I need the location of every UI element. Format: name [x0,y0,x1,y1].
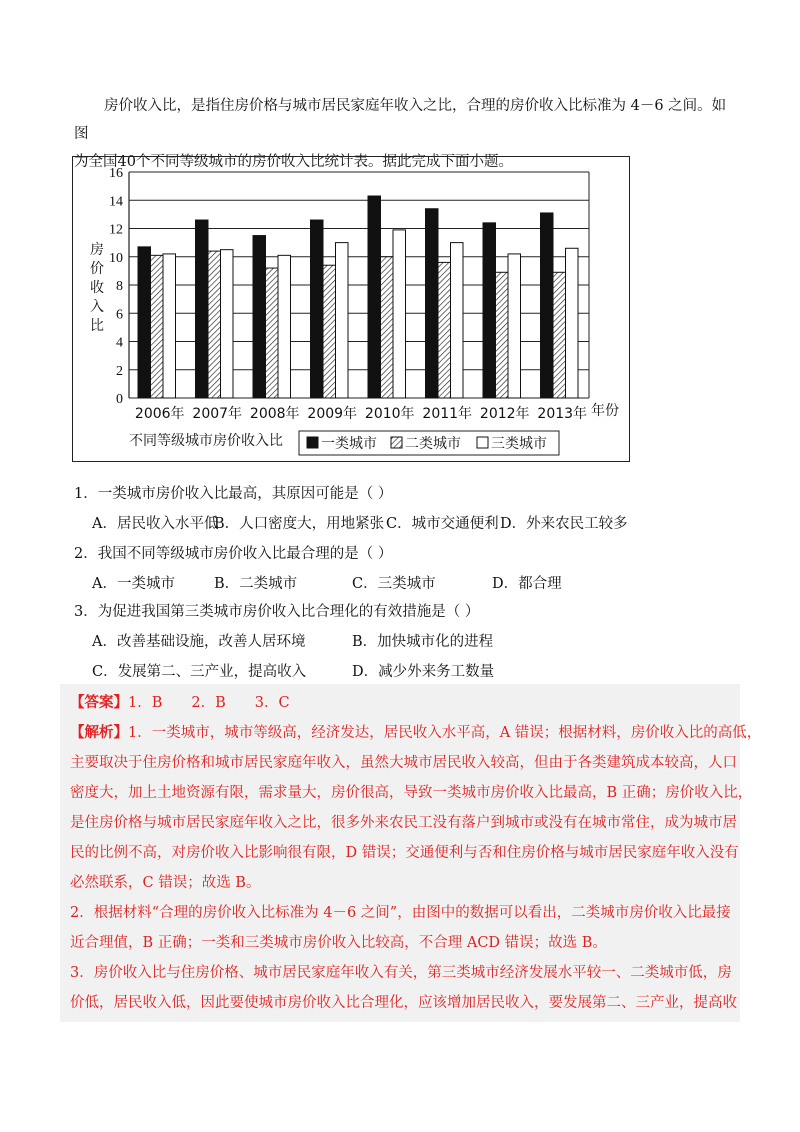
analysis-line-6: 必然联系，C 错误；故选 B。 [70,875,261,891]
x-tick-label: 2006年 [134,406,185,422]
analysis-line-2: 主要取决于住房价格和城市居民家庭年收入，虽然大城市居民收入较高，但由于各类建筑成本较高，人口 [70,755,737,771]
bar-3 [451,243,464,398]
q2-option-c[interactable]: C．三类城市 [352,576,436,592]
bar-1 [196,220,209,398]
q3-option-a[interactable]: A．改善基础设施，改善人居环境 [92,634,306,650]
bar-2 [553,272,566,398]
y-axis-label-char: 房 [90,242,104,258]
bar-3 [336,243,349,398]
analysis-line-4: 是住房价格与城市居民家庭年收入之比，很多外来农民工没有落户到城市或没有在城市常住，成为城市居 [70,815,737,831]
y-tick-label: 10 [109,250,123,266]
q3-option-b[interactable]: B．加快城市化的进程 [352,634,494,650]
q1-option-d[interactable]: D．外来农民工较多 [500,516,628,532]
analysis-text-1: 1．一类城市，城市等级高，经济发达，居民收入水平高，A 错误；根据材料，房价收入比的高低， [128,725,762,741]
bar-2 [438,262,451,398]
bar-1 [253,236,266,398]
bar-3 [393,230,406,398]
y-axis-label-char: 价 [90,261,104,277]
y-axis-label-char: 比 [90,318,104,334]
x-tick-label: 2010年 [364,406,415,422]
y-axis-label-char: 入 [90,299,104,315]
answer-tag: 【答案】 [70,694,128,711]
x-tick-label: 2007年 [192,406,243,422]
x-tick-label: 2008年 [249,406,300,422]
bar-1 [541,213,554,398]
bar-2 [151,255,164,398]
question-2-stem: 2．我国不同等级城市房价收入比最合理的是（ ） [74,546,393,562]
answer-text: 1．B 2．B 3．C [128,695,290,711]
bar-1 [483,223,496,398]
bar-2 [266,268,279,398]
legend-label-2: 二类城市 [405,436,461,452]
intro-line-1: 房价收入比，是指住房价格与城市居民家庭年收入之比，合理的房价收入比标准为 4－6 之间。如图 [74,98,727,142]
bar-3 [566,248,579,398]
q2-option-b[interactable]: B．二类城市 [214,576,298,592]
legend-swatch-3 [477,437,488,448]
bar-1 [426,209,439,398]
x-tick-label: 2012年 [479,406,530,422]
y-tick-label: 12 [109,222,123,238]
bar-1 [368,196,381,398]
q1-option-a[interactable]: A．居民收入水平低 [92,516,219,532]
analysis-line-8: 近合理值，B 正确；一类和三类城市房价收入比较高，不合理 ACD 错误；故选 B。 [70,935,607,951]
legend-label-3: 三类城市 [491,436,547,452]
bar-1 [311,220,324,398]
q3-option-d[interactable]: D．减少外来务工数量 [352,664,495,680]
bar-1 [138,247,151,398]
legend-swatch-1 [307,437,318,448]
bar-2 [496,272,509,398]
legend-label-1: 一类城市 [321,436,377,452]
analysis-line-5: 民的比例不高，对房价收入比影响很有限，D 错误；交通便利与否和住房价格与城市居民家庭年收入没有 [70,845,739,861]
x-tick-label: 2009年 [307,406,358,422]
q3-option-c[interactable]: C．发展第二、三产业，提高收入 [92,664,307,680]
bar-3 [508,254,521,398]
analysis-line-3: 密度大，加上土地资源有限，需求量大，房价很高，导致一类城市房价收入比最高，B 正确；房价收入比， [70,785,753,801]
legend-title: 不同等级城市房价收入比 [129,433,283,449]
legend-swatch-2 [391,437,402,448]
analysis-line-10: 价低，居民收入低，因此要使城市房价收入比合理化，应该增加居民收入，要发展第二、三产业，提高收 [70,995,737,1011]
bar-3 [278,255,291,398]
y-axis-label-char: 收 [90,280,104,296]
intro-line-2: 为全国40个不同等级城市的房价收入比统计表。据此完成下面小题。 [74,154,513,170]
y-tick-label: 16 [109,166,123,181]
y-tick-label: 0 [116,392,123,407]
bar-2 [208,251,221,398]
q1-option-c[interactable]: C．城市交通便利 [386,516,499,532]
answer-line [70,691,290,712]
q1-option-b[interactable]: B．人口密度大，用地紧张 [214,516,385,532]
analysis-tag: 【解析】 [70,724,128,741]
question-1-stem: 1．一类城市房价收入比最高，其原因可能是（ ） [74,486,393,502]
q2-option-d[interactable]: D．都合理 [492,576,562,592]
y-tick-label: 8 [116,279,123,294]
bar-3 [163,254,176,398]
q2-option-a[interactable]: A．一类城市 [92,576,175,592]
chart-frame [72,156,630,462]
y-tick-label: 2 [116,363,123,379]
analysis-line-7: 2．根据材料“合理的房价收入比标准为 4－6 之间”，由图中的数据可以看出，二类城市房价收入比最接 [70,905,731,921]
analysis-line-1 [70,721,761,742]
bar-chart [73,157,631,463]
x-tick-label: 2011年 [422,406,473,422]
bar-2 [323,265,336,398]
y-tick-label: 14 [109,194,123,210]
bar-2 [381,257,394,398]
question-3-stem: 3．为促进我国第三类城市房价收入比合理化的有效措施是（ ） [74,604,480,620]
y-tick-label: 6 [116,307,123,323]
y-tick-label: 4 [116,335,123,351]
x-axis-label: 年份 [591,403,619,419]
bar-3 [221,250,234,398]
analysis-line-9: 3．房价收入比与住房价格、城市居民家庭年收入有关，第三类城市经济发展水平较一、二类城市低，房 [70,965,732,981]
x-tick-label: 2013年 [537,406,588,422]
